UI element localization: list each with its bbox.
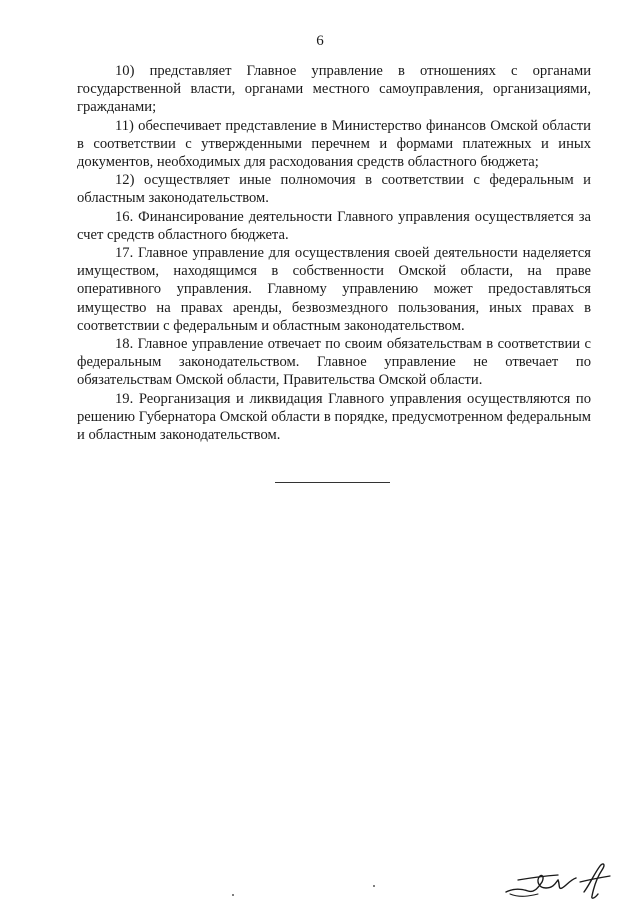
scan-speck bbox=[232, 894, 234, 896]
page-number: 6 bbox=[316, 33, 324, 49]
end-separator-line bbox=[275, 482, 390, 483]
paragraph-item-10: 10) представляет Главное управление в отношениях с органами государственной власти, органами местного самоуправления, организациями, гражданами; bbox=[77, 63, 591, 116]
paragraph-item-11: 11) обеспечивает представление в Министерство финансов Омской области в соответствии с утвержденными перечнем и формами платежных и иных документов, необходимых для расходования средств областного бюджета; bbox=[77, 117, 591, 171]
paragraph-section-19: 19. Реорганизация и ликвидация Главного управления осуществляются по решению Губернатора Омской области в порядке, предусмотренном федеральным и областным законодательством. bbox=[77, 390, 591, 444]
signature-mark bbox=[500, 858, 618, 902]
paragraph-section-18: 18. Главное управление отвечает по своим обязательствам в соответствии с федеральным законодательством. Главное управление не отвечает по обязательствам Омской области, Правительства Омской области. bbox=[77, 336, 591, 389]
paragraph-section-16: 16. Финансирование деятельности Главного управления осуществляется за счет средств областного бюджета. bbox=[77, 208, 591, 243]
paragraph-item-12: 12) осуществляет иные полномочия в соответствии с федеральным и областным законодательством. bbox=[77, 172, 591, 207]
document-body bbox=[77, 62, 591, 444]
paragraph-section-17: 17. Главное управление для осуществления своей деятельности наделяется имуществом, находящимся в собственности Омской области, на праве оперативного управления. Главному управлению может предоставляться имущество на правах аренды, безвозмездного пользования, иных правах в соответствии с федеральным и областным законодательством. bbox=[77, 245, 591, 334]
scan-speck bbox=[373, 885, 375, 887]
